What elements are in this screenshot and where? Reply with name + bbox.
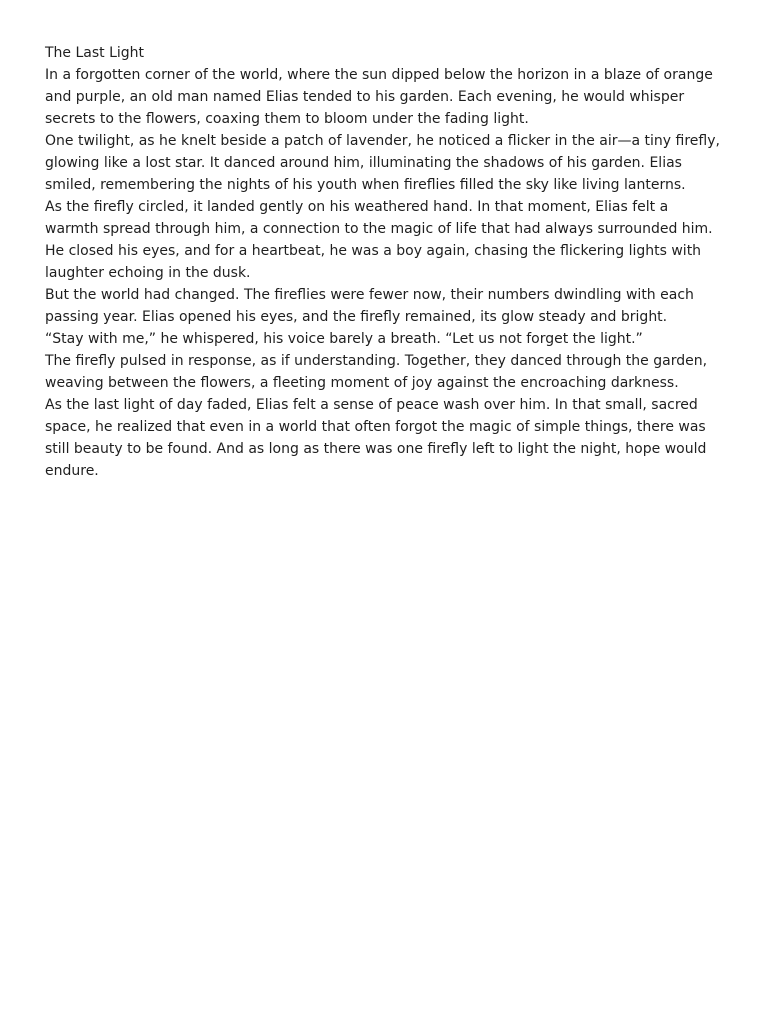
story-paragraph: “Stay with me,” he whispered, his voice barely a breath. “Let us not forget the light.” bbox=[45, 331, 643, 347]
story-paragraph: One twilight, as he knelt beside a patch of lavender, he noticed a flicker in the air—a tiny firefly, glowing like a lost star. It danced around him, illuminating the shadows of his garden. Elias smiled, remembering the nights of his youth when fireflies filled the sky like living lanterns. bbox=[45, 133, 720, 193]
story-paragraph: In a forgotten corner of the world, where the sun dipped below the horizon in a blaze of orange and purple, an old man named Elias tended to his garden. Each evening, he would whisper secrets to the flowers, coaxing them to bloom under the fading light. bbox=[45, 67, 713, 127]
story-paragraph: As the firefly circled, it landed gently on his weathered hand. In that moment, Elias felt a warmth spread through him, a connection to the magic of life that had always surrounded him. He closed his eyes, and for a heartbeat, he was a boy again, chasing the flickering lights with laughter echoing in the dusk. bbox=[45, 199, 713, 281]
story-body bbox=[45, 42, 725, 482]
story-paragraph: As the last light of day faded, Elias felt a sense of peace wash over him. In that small, sacred space, he realized that even in a world that often forgot the magic of simple things, there was still beauty to be found. And as long as there was one firefly left to light the night, hope would endure. bbox=[45, 397, 707, 479]
story-title: The Last Light bbox=[45, 45, 145, 61]
story-paragraph: The firefly pulsed in response, as if understanding. Together, they danced through the garden, weaving between the flowers, a fleeting moment of joy against the encroaching darkness. bbox=[45, 353, 708, 391]
story-paragraph: But the world had changed. The fireflies were fewer now, their numbers dwindling with each passing year. Elias opened his eyes, and the firefly remained, its glow steady and bright. bbox=[45, 287, 694, 325]
